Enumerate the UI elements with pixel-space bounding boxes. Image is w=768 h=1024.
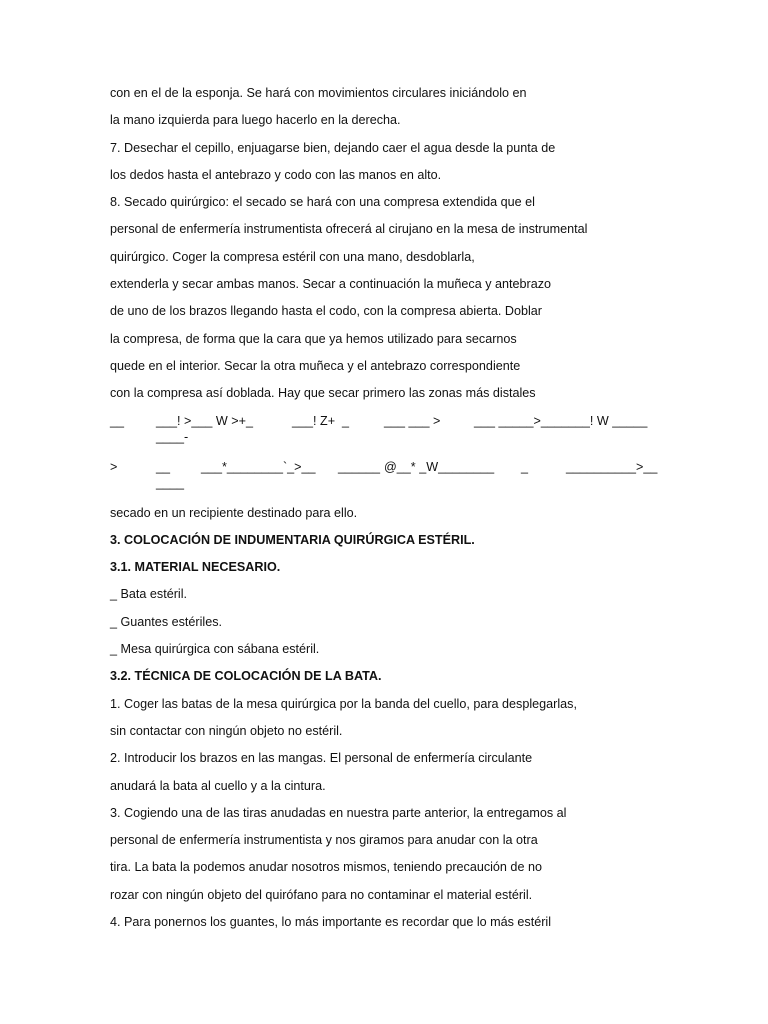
garbled-text: @__* _W________ bbox=[384, 459, 495, 474]
garbled-text: _ bbox=[521, 459, 529, 474]
paragraph-line: quede en el interior. Secar la otra muñeca y el antebrazo correspondiente bbox=[110, 358, 521, 373]
material-item: _ Guantes estériles. bbox=[110, 614, 223, 629]
technique-line: 1. Coger las batas de la mesa quirúrgica por la banda del cuello, para desplegarlas, bbox=[110, 696, 577, 711]
garbled-text: ___ _____>_______! W _____ bbox=[474, 413, 648, 428]
technique-line: rozar con ningún objeto del quirófano para no contaminar el material estéril. bbox=[110, 887, 533, 902]
garbled-ocr-row bbox=[110, 412, 670, 458]
technique-line: sin contactar con ningún objeto no estéril. bbox=[110, 723, 343, 738]
paragraph-line: los dedos hasta el antebrazo y codo con las manos en alto. bbox=[110, 167, 442, 182]
garbled-text: __ bbox=[110, 413, 125, 428]
garbled-text: ____ bbox=[156, 475, 185, 490]
paragraph-line: la mano izquierda para luego hacerlo en la derecha. bbox=[110, 113, 401, 128]
paragraph-line: quirúrgico. Coger la compresa estéril con una mano, desdoblarla, bbox=[110, 249, 475, 264]
document-page bbox=[110, 84, 670, 940]
material-item: _ Bata estéril. bbox=[110, 587, 188, 602]
subsection-heading: 3.1. MATERIAL NECESARIO. bbox=[110, 560, 281, 575]
paragraph-line: de uno de los brazos llegando hasta el codo, con la compresa abierta. Doblar bbox=[110, 304, 542, 319]
garbled-text: ____- bbox=[156, 429, 189, 444]
garbled-text: __ bbox=[156, 459, 171, 474]
garbled-ocr-row bbox=[110, 458, 670, 504]
technique-line: personal de enfermería instrumentista y nos giramos para anudar con la otra bbox=[110, 833, 538, 848]
technique-line: tira. La bata la podemos anudar nosotros mismos, teniendo precaución de no bbox=[110, 860, 542, 875]
garbled-text: ___ ___ > bbox=[384, 413, 441, 428]
technique-line: 3. Cogiendo una de las tiras anudadas en nuestra parte anterior, la entregamos al bbox=[110, 805, 567, 820]
paragraph-line: personal de enfermería instrumentista ofrecerá al cirujano en la mesa de instrumental bbox=[110, 222, 588, 237]
technique-line: anudará la bata al cuello y a la cintura. bbox=[110, 778, 326, 793]
subsection-heading: 3.2. TÉCNICA DE COLOCACIÓN DE LA BATA. bbox=[110, 669, 382, 684]
garbled-text: > bbox=[110, 459, 118, 474]
paragraph-line: con la compresa así doblada. Hay que secar primero las zonas más distales bbox=[110, 386, 536, 401]
paragraph-line: extenderla y secar ambas manos. Secar a continuación la muñeca y antebrazo bbox=[110, 277, 552, 292]
garbled-text: ______ bbox=[338, 459, 381, 474]
material-item: _ Mesa quirúrgica con sábana estéril. bbox=[110, 642, 320, 657]
paragraph-line: 7. Desechar el cepillo, enjuagarse bien, dejando caer el agua desde la punta de bbox=[110, 140, 556, 155]
garbled-text: ___! Z+ _ bbox=[292, 413, 350, 428]
garbled-text: ___*________`_>__ bbox=[201, 459, 316, 474]
technique-line: 2. Introducir los brazos en las mangas. El personal de enfermería circulante bbox=[110, 751, 533, 766]
garbled-text: __________>__ bbox=[566, 459, 658, 474]
garbled-text: ___! >___ W >+_ bbox=[156, 413, 253, 428]
technique-line: 4. Para ponernos los guantes, lo más importante es recordar que lo más estéril bbox=[110, 915, 552, 930]
paragraph-line: con en el de la esponja. Se hará con movimientos circulares iniciándolo en bbox=[110, 86, 527, 100]
paragraph-line: 8. Secado quirúrgico: el secado se hará con una compresa extendida que el bbox=[110, 195, 535, 210]
paragraph-line: secado en un recipiente destinado para ello. bbox=[110, 505, 358, 520]
section-heading: 3. COLOCACIÓN DE INDUMENTARIA QUIRÚRGICA ESTÉRIL. bbox=[110, 532, 475, 547]
paragraph-line: la compresa, de forma que la cara que ya hemos utilizado para secarnos bbox=[110, 331, 517, 346]
